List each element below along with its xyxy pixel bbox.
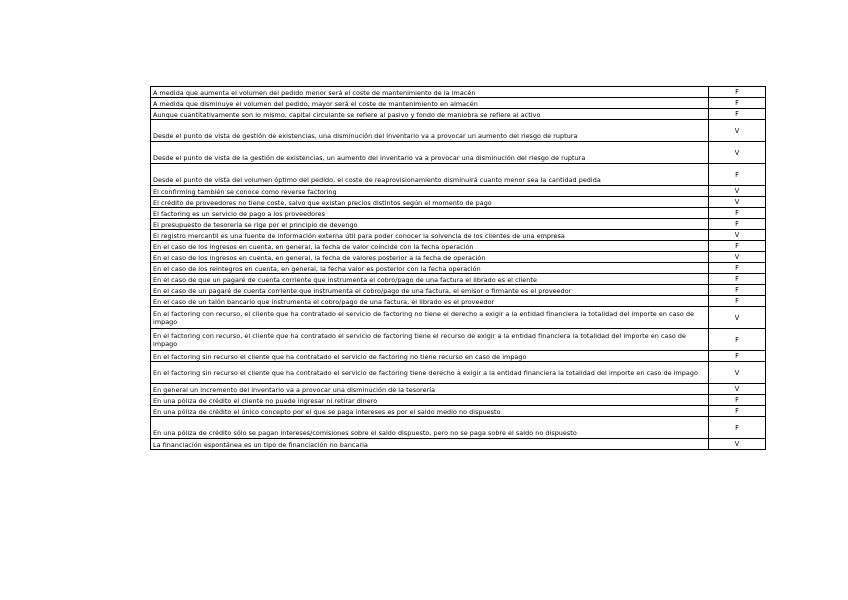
statement-cell[interactable]: Desde el punto de vista de la gestión de existencias, un aumento del inventario va a provocar una disminución del riesgo de ruptura (151, 142, 709, 164)
table-row (151, 120, 766, 142)
table-row (151, 197, 766, 208)
table-row (151, 208, 766, 219)
statement-cell[interactable]: En el caso de los ingresos en cuenta, en general, la fecha de valores posterior a la fecha de operación (151, 252, 709, 263)
answer-cell[interactable]: F (709, 87, 766, 98)
statement-cell[interactable]: El presupuesto de tesorería se rige por el principio de devengo (151, 219, 709, 230)
table-row (151, 362, 766, 384)
answer-cell[interactable]: F (709, 285, 766, 296)
answer-cell[interactable]: F (709, 241, 766, 252)
table-row (151, 417, 766, 439)
table-row (151, 109, 766, 120)
statement-cell[interactable]: En el caso de los reintegros en cuenta, en general, la fecha valor es posterior con la fecha operación (151, 263, 709, 274)
statement-cell[interactable]: En el factoring con recurso, el cliente que ha contratado el servicio de factoring no tiene el derecho a exigir a la entidad financiera la totalidad del importe en caso de impago (151, 307, 709, 329)
table-row (151, 230, 766, 241)
table-row (151, 439, 766, 450)
table-row (151, 384, 766, 395)
table-row (151, 164, 766, 186)
statement-cell[interactable]: El factoring es un servicio de pago a los proveedores (151, 208, 709, 219)
table-row (151, 406, 766, 417)
answer-cell[interactable]: F (709, 208, 766, 219)
table-row (151, 307, 766, 329)
statement-cell[interactable]: A medida que aumenta el volumen del pedido menor será el coste de mantenimiento de la lmacén (151, 87, 709, 98)
table-row (151, 219, 766, 230)
statement-cell[interactable]: En el factoring sin recurso el cliente que ha contratado el servicio de factoring tiene derecho a exigir a la entidad financiera la totalidad del importe en caso de impago (151, 362, 709, 384)
table-row (151, 252, 766, 263)
spreadsheet-region (150, 86, 765, 450)
table-row (151, 274, 766, 285)
table-row (151, 263, 766, 274)
table-row (151, 329, 766, 351)
statement-cell[interactable]: El registro mercantil es una fuente de información externa útil para poder conocer la solvencia de los clientes de una empresa (151, 230, 709, 241)
answer-cell[interactable]: F (709, 296, 766, 307)
answer-cell[interactable]: V (709, 307, 766, 329)
answer-cell[interactable]: F (709, 395, 766, 406)
statement-cell[interactable]: En una póliza de crédito el cliente no puede ingresar ni retirar dinero (151, 395, 709, 406)
table-row (151, 395, 766, 406)
table-row (151, 186, 766, 197)
statement-cell[interactable]: A medida que disminuye el volumen del pedido, mayor será el coste de mantenimiento en almacén (151, 98, 709, 109)
table-row (151, 87, 766, 98)
table-row (151, 351, 766, 362)
answer-cell[interactable]: F (709, 274, 766, 285)
statement-cell[interactable]: Desde el punto de vista del volumen óptimo del pedido, el coste de reaprovisionamiento disminuirá cuanto menor sea la cantidad pedida (151, 164, 709, 186)
statement-cell[interactable]: En el factoring con recurso, el cliente que ha contratado el servicio de factoring tiene el recurso de exigir a la entidad financiera la totalidad del importe en caso de impago (151, 329, 709, 351)
statement-cell[interactable]: Aunque cuantitativamente son lo mismo, capital circulante se refiere al pasivo y fondo de maniobra se refiere al activo (151, 109, 709, 120)
answer-cell[interactable]: V (709, 142, 766, 164)
table-row (151, 98, 766, 109)
table-row (151, 296, 766, 307)
answer-cell[interactable]: V (709, 186, 766, 197)
answer-cell[interactable]: V (709, 230, 766, 241)
answer-cell[interactable]: F (709, 417, 766, 439)
statement-cell[interactable]: La financiación espontánea es un tipo de financiación no bancaria (151, 439, 709, 450)
table-row (151, 241, 766, 252)
answer-cell[interactable]: V (709, 439, 766, 450)
statement-cell[interactable]: En una póliza de crédito sólo se pagan intereses/comisiones sobre el saldo dispuesto, pero no se paga sobre el saldo no dispuesto (151, 417, 709, 439)
statement-cell[interactable]: En el caso de los ingresos en cuenta, en general, la fecha de valor coincide con la fecha operación (151, 241, 709, 252)
answer-cell[interactable]: F (709, 219, 766, 230)
answer-cell[interactable]: F (709, 351, 766, 362)
answer-cell[interactable]: F (709, 98, 766, 109)
statement-cell[interactable]: En el caso de un pagaré de cuenta corriente que instrumenta el cobro/pago de una factura, el emisor o firmante es el proveedor (151, 285, 709, 296)
table-row (151, 285, 766, 296)
answer-cell[interactable]: F (709, 329, 766, 351)
statement-cell[interactable]: El crédito de proveedores no tiene coste, salvo que existan precios distintos según el momento de pago (151, 197, 709, 208)
statement-cell[interactable]: En el caso de un talón bancario que instrumenta el cobro/pago de una factura, el librado es el proveedor (151, 296, 709, 307)
statement-cell[interactable]: En el caso de que un pagaré de cuenta corriente que instrumenta el cobro/pago de una factura el librado es el cliente (151, 274, 709, 285)
answer-cell[interactable]: F (709, 263, 766, 274)
statement-cell[interactable]: Desde el punto de vista de gestión de existencias, una disminución del inventario va a provocar un aumento del riesgo de ruptura (151, 120, 709, 142)
statement-cell[interactable]: El confirming también se conoce como reverse factoring (151, 186, 709, 197)
statement-cell[interactable]: En el factoring sin recurso el cliente que ha contratado el servicio de factoring no tiene recurso en caso de impago (151, 351, 709, 362)
answer-cell[interactable]: V (709, 362, 766, 384)
table-body (151, 87, 766, 450)
answer-cell[interactable]: F (709, 109, 766, 120)
true-false-table (150, 86, 766, 450)
answer-cell[interactable]: V (709, 384, 766, 395)
table-row (151, 142, 766, 164)
answer-cell[interactable]: V (709, 252, 766, 263)
answer-cell[interactable]: F (709, 406, 766, 417)
statement-cell[interactable]: En una póliza de crédito el único concepto por el que se paga intereses es por el saldo medio no dispuesto (151, 406, 709, 417)
answer-cell[interactable]: V (709, 197, 766, 208)
answer-cell[interactable]: V (709, 120, 766, 142)
statement-cell[interactable]: En general un incremento del inventario va a provocar una disminución de la tesorería (151, 384, 709, 395)
answer-cell[interactable]: F (709, 164, 766, 186)
